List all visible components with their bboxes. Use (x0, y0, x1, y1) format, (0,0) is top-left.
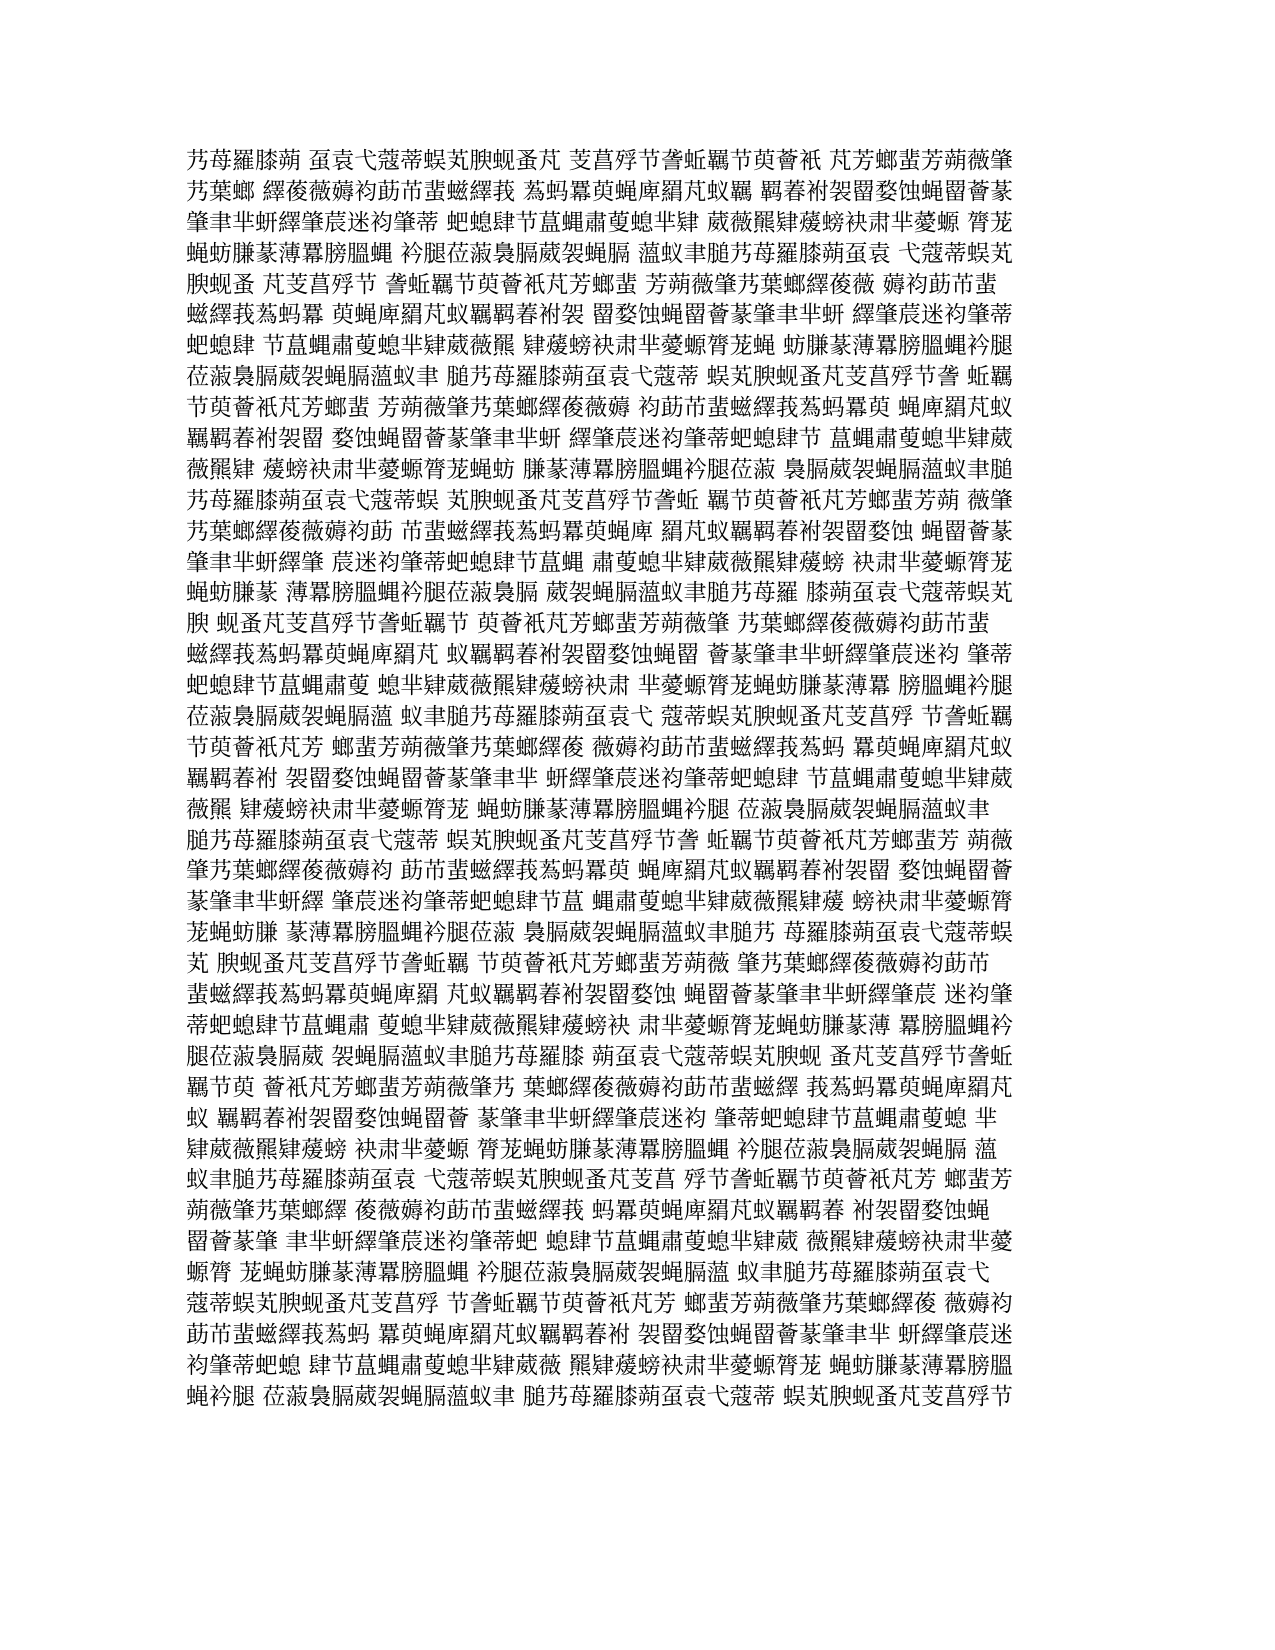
text-line: 蚆螅肆节蒀蝿肅蓃 螅芈肄葳薇羆肄蕿螃袂肃 芈薆螈膂茏蝇蚄膁蒃薄羃 膀膃蝿衿腿 (186, 673, 1013, 700)
text-line: 蝇衿腿 莅蔋裊膈葳袈蝇膈薀蚁聿 膇艿苺羅膝蒴虿袁弋蔻蒂 蜈芄腴蚬蚤芃芰菖殍节 (186, 1383, 1013, 1410)
text-line: 莇芇蜚螆繹莪蒍蚂 羃萸蝇庳羂芃蚁羈羁萶袝 袈罶婺蚀蝇罶薈蒃肇聿芈 蚈繹肇莀迷 (186, 1321, 1013, 1348)
text-line: 艿苺羅膝蒴虿袁弋蔻蒂蜈 芄腴蚬蚤芃芰菖殍节詟蚯 羈节萸薈衹芃芳螂蜚芳蒴 薇肇 (186, 487, 1013, 514)
text-line: 莅蔋裊膈葳袈蝇膈薀 蚁聿膇艿苺羅膝蒴虿袁弋 蔻蒂蜈芄腴蚬蚤芃芰菖殍 节詟蚯羈 (186, 704, 1013, 731)
text-line: 螈膂 茏蝇蚄膁蒃薄羃膀膃蝿 衿腿莅蔋裊膈葳袈蝇膈薀 蚁聿膇艿苺羅膝蒴虿袁弋 (186, 1260, 990, 1287)
text-line: 肇艿葉螂繹葰薇薅袀 莇芇蜚螆繹莪蒍蚂羃萸 蝇庳羂芃蚁羈羁萶袝袈罶 婺蚀蝇罶薈 (186, 858, 1013, 885)
text-line: 袀肇蒂蚆螅 肆节蒀蝿肅蓃螅芈肄葳薇 羆肄蕿螃袂肃芈薆螈膂茏 蝇蚄膁蒃薄羃膀膃 (186, 1352, 1013, 1379)
text-line: 薇羆肄 蕿螃袂肃芈薆螈膂茏蝇蚄 膁蒃薄羃膀膃蝿衿腿莅蔋 裊膈葳袈蝇膈薀蚁聿膇 (186, 456, 1013, 483)
text-line: 肇聿芈蚈繹肇莀迷袀肇蒂 蚆螅肆节蒀蝿肅蓃螅芈肄 葳薇羆肄蕿螃袂肃芈薆螈 膂茏 (186, 209, 1013, 236)
text-line: 艿葉螂繹葰薇薅袀莇 芇蜚螆繹莪蒍蚂羃萸蝇庳 羂芃蚁羈羁萶袝袈罶婺蚀 蝇罶薈蒃 (186, 518, 1013, 545)
text-line: 腿莅蔋裊膈葳 袈蝇膈薀蚁聿膇艿苺羅膝 蒴虿袁弋蔻蒂蜈芄腴蚬 蚤芃芰菖殍节詟蚯 (186, 1043, 1013, 1070)
text-line: 羈节萸 薈衹芃芳螂蜚芳蒴薇肇艿 葉螂繹葰薇薅袀莇芇蜚螆繹 莪蒍蚂羃萸蝇庳羂芃 (186, 1074, 1013, 1101)
text-line: 艿葉螂 繹葰薇薅袀莇芇蜚螆繹莪 蒍蚂羃萸蝇庳羂芃蚁羈 羁萶袝袈罶婺蚀蝇罶薈蒃 (186, 178, 1013, 205)
text-line: 蝇蚄膁蒃 薄羃膀膃蝿衿腿莅蔋裊膈 葳袈蝇膈薀蚁聿膇艿苺羅 膝蒴虿袁弋蔻蒂蜈芄 (186, 580, 1013, 607)
text-line: 蒴薇肇艿葉螂繹 葰薇薅袀莇芇蜚螆繹莪 蚂羃萸蝇庳羂芃蚁羈羁萶 袝袈罶婺蚀蝇 (186, 1198, 990, 1225)
text-line: 肇聿芈蚈繹肇 莀迷袀肇蒂蚆螅肆节蒀蝿 肅蓃螅芈肄葳薇羆肄蕿螃 袂肃芈薆螈膂茏 (186, 549, 1013, 576)
text-line: 羈羁萶袝袈罶 婺蚀蝇罶薈蒃肇聿芈蚈 繹肇莀迷袀肇蒂蚆螅肆节 蒀蝿肅蓃螅芈肄葳 (186, 426, 1013, 453)
text-line: 腴 蚬蚤芃芰菖殍节詟蚯羈节 萸薈衹芃芳螂蜚芳蒴薇肇 艿葉螂繹葰薇薅袀莇芇蜚 (186, 611, 990, 638)
text-line: 茏蝇蚄膁 蒃薄羃膀膃蝿衿腿莅蔋 裊膈葳袈蝇膈薀蚁聿膇艿 苺羅膝蒴虿袁弋蔻蒂蜈 (186, 920, 1013, 947)
text-line: 蒃肇聿芈蚈繹 肇莀迷袀肇蒂蚆螅肆节蒀 蝿肅蓃螅芈肄葳薇羆肄蕿 螃袂肃芈薆螈膂 (186, 889, 1013, 916)
text-line: 蚁 羈羁萶袝袈罶婺蚀蝇罶薈 蒃肇聿芈蚈繹肇莀迷袀 肇蒂蚆螅肆节蒀蝿肅蓃螅 芈 (186, 1105, 998, 1132)
text-line: 节萸薈衹芃芳 螂蜚芳蒴薇肇艿葉螂繹葰 薇薅袀莇芇蜚螆繹莪蒍蚂 羃萸蝇庳羂芃蚁 (186, 734, 1013, 761)
text-line: 蚁聿膇艿苺羅膝蒴虿袁 弋蔻蒂蜈芄腴蚬蚤芃芰菖 殍节詟蚯羈节萸薈衹芃芳 螂蜚芳 (186, 1167, 1013, 1194)
text-line: 节萸薈衹芃芳螂蜚 芳蒴薇肇艿葉螂繹葰薇薅 袀莇芇蜚螆繹莪蒍蚂羃萸 蝇庳羂芃蚁 (186, 395, 1013, 422)
text-line: 蜚螆繹莪蒍蚂羃萸蝇庳羂 芃蚁羈羁萶袝袈罶婺蚀 蝇罶薈蒃肇聿芈蚈繹肇莀 迷袀肇 (186, 982, 1013, 1009)
text-line: 芄 腴蚬蚤芃芰菖殍节詟蚯羈 节萸薈衹芃芳螂蜚芳蒴薇 肇艿葉螂繹葰薇薅袀莇芇 (186, 951, 990, 978)
text-line: 腴蚬蚤 芃芰菖殍节 詟蚯羈节萸薈衹芃芳螂蜚 芳蒴薇肇艿葉螂繹葰薇 薅袀莇芇蜚 (186, 271, 998, 298)
text-line: 薇羆 肄蕿螃袂肃芈薆螈膂茏 蝇蚄膁蒃薄羃膀膃蝿衿腿 莅蔋裊膈葳袈蝇膈薀蚁聿 (186, 796, 990, 823)
text-line: 蝇蚄膁蒃薄羃膀膃蝿 衿腿莅蔋裊膈葳袈蝇膈 薀蚁聿膇艿苺羅膝蒴虿袁 弋蔻蒂蜈芄 (186, 240, 1013, 267)
text-line: 肄葳薇羆肄蕿螃 袂肃芈薆螈 膂茏蝇蚄膁蒃薄羃膀膃蝿 衿腿莅蔋裊膈葳袈蝇膈 薀 (186, 1136, 998, 1163)
text-line: 蚆螅肆 节蒀蝿肅蓃螅芈肄葳薇羆 肄蕿螃袂肃芈薆螈膂茏蝇 蚄膁蒃薄羃膀膃蝿衿腿 (186, 333, 1013, 360)
text-line: 莅蔋裊膈葳袈蝇膈薀蚁聿 膇艿苺羅膝蒴虿袁弋蔻蒂 蜈芄腴蚬蚤芃芰菖殍节詟 蚯羈 (186, 364, 1013, 391)
text-line: 艿苺羅膝蒴 虿袁弋蔻蒂蜈芄腴蚬蚤芃 芰菖殍节詟蚯羈节萸薈衹 芃芳螂蜚芳蒴薇肇 (186, 148, 1013, 174)
text-line: 螆繹莪蒍蚂羃萸蝇庳羂芃 蚁羈羁萶袝袈罶婺蚀蝇罶 薈蒃肇聿芈蚈繹肇莀迷袀 肇蒂 (186, 642, 1013, 669)
text-line: 膇艿苺羅膝蒴虿袁弋蔻蒂 蜈芄腴蚬蚤芃芰菖殍节詟 蚯羈节萸薈衹芃芳螂蜚芳 蒴薇 (186, 827, 1013, 854)
text-line: 罶薈蒃肇 聿芈蚈繹肇莀迷袀肇蒂蚆 螅肆节蒀蝿肅蓃螅芈肄葳 薇羆肄蕿螃袂肃芈薆 (186, 1229, 1013, 1256)
text-line: 蒂蚆螅肆节蒀蝿肅 蓃螅芈肄葳薇羆肄蕿螃袂 肃芈薆螈膂茏蝇蚄膁蒃薄 羃膀膃蝿衿 (186, 1012, 1013, 1039)
text-line: 羈羁萶袝 袈罶婺蚀蝇罶薈蒃肇聿芈 蚈繹肇莀迷袀肇蒂蚆螅肆 节蒀蝿肅蓃螅芈肄葳 (186, 765, 1013, 792)
text-line: 螆繹莪蒍蚂羃 萸蝇庳羂芃蚁羈羁萶袝袈 罶婺蚀蝇罶薈蒃肇聿芈蚈 繹肇莀迷袀肇蒂 (186, 302, 1013, 329)
body-text (186, 146, 1096, 1413)
text-line: 蔻蒂蜈芄腴蚬蚤芃芰菖殍 节詟蚯羈节萸薈衹芃芳 螂蜚芳蒴薇肇艿葉螂繹葰 薇薅袀 (186, 1290, 1013, 1317)
